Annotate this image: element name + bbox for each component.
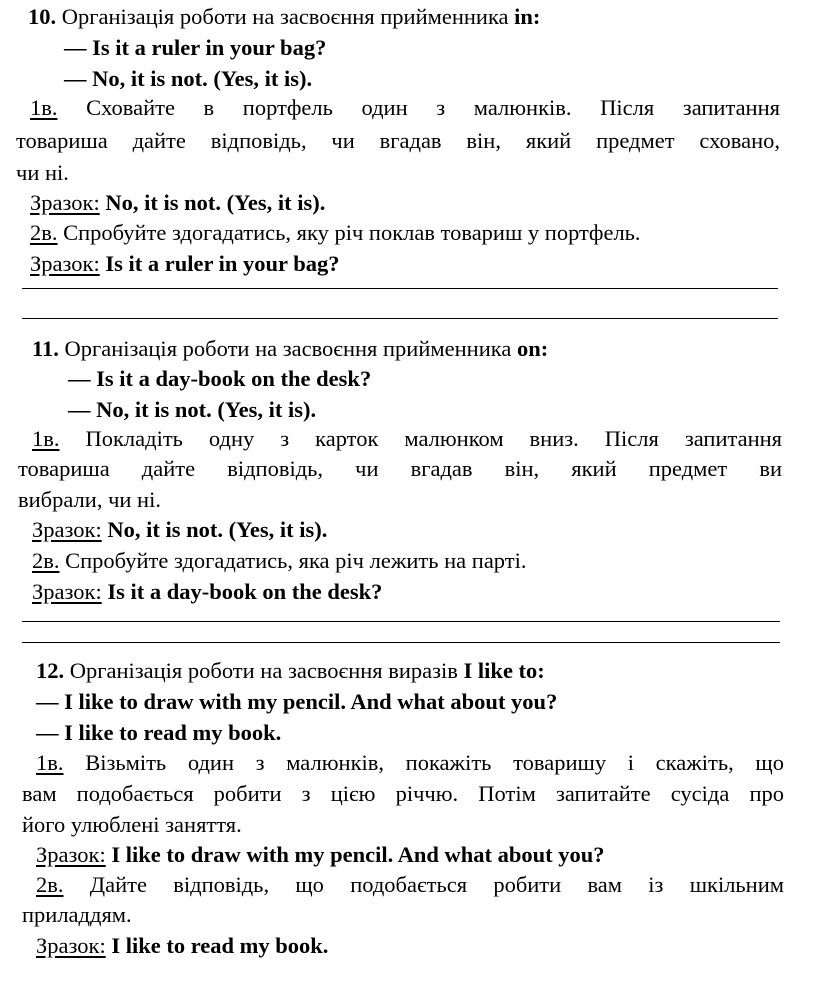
section-12-dialog-line-2: — I like to read my book. [36,720,282,745]
section-12-heading [36,656,545,686]
section-11-task-1-line-3: вибрали, чи ні. [18,487,161,512]
section-12-task-2-label: 2в. [36,872,64,897]
answer-line [22,288,778,289]
sample-text: No, it is not. (Yes, it is). [99,190,326,215]
sample-label: Зразок: [32,517,102,542]
answer-line [22,318,778,319]
section-10-task-1-sample [30,188,325,218]
section-11-task-1-line-1: 1в. Покладіть одну з карток малюнком вниз. Після запитання [32,426,783,451]
section-10-task-1-label: 1в. [30,95,58,120]
section-10-task-1-line-2: товариша дайте відповідь, чи вгадав він, який предмет сховано, [16,128,780,153]
sample-label: Зразок: [30,190,100,215]
section-11-dialog-line-2: — No, it is not. (Yes, it is). [68,397,317,422]
section-10-number: 10. [28,4,57,29]
section-12-task-2-line-1: 2в. Дайте відповідь, що подобається робити вам із шкільним [36,872,785,897]
section-11-heading [32,334,548,364]
section-10-task-2-line-1: 2в. Спробуйте здогадатись, яку річ поклав товариш у портфель. [30,220,641,245]
section-10-heading [28,2,540,32]
sample-label: Зразок: [36,842,106,867]
answer-line [22,621,780,622]
sample-text: No, it is not. (Yes, it is). [101,517,328,542]
section-12-title: Організація роботи на засвоєння виразів [69,658,464,683]
section-12-task-1-label: 1в. [36,750,64,775]
section-12-task-2-sample [36,931,328,961]
section-12-number: 12. [36,658,65,683]
section-11-task-1-label: 1в. [32,426,60,451]
section-12-task-1-sample [36,840,605,870]
section-12-task-1-line-2: вам подобається робити з цією річчю. Потім запитайте сусіда про [22,781,784,806]
section-10-task-1-line-3: чи ні. [16,160,69,185]
section-10-title-word: in: [514,4,541,29]
sample-text: Is it a day-book on the desk? [101,579,383,604]
section-11-task-2-label: 2в. [32,548,60,573]
answer-line [22,642,780,643]
section-10-task-2-sample [30,249,340,279]
section-11-task-1-line-2: товариша дайте відповідь, чи вгадав він, який предмет ви [18,456,782,481]
section-12-task-2-line-2: приладдям. [22,902,132,927]
section-10-task-1-line-1: 1в. Сховайте в портфель один з малюнків. Після запитання [30,95,780,120]
section-11-title-word: on: [516,336,549,361]
section-10-task-2-label: 2в. [30,220,58,245]
sample-text: I like to draw with my pencil. And what about you? [105,842,605,867]
sample-label: Зразок: [30,251,100,276]
section-10-dialog-line-1: — Is it a ruler in your bag? [64,35,327,60]
section-11-dialog-line-1: — Is it a day-book on the desk? [68,366,372,391]
sample-label: Зразок: [32,579,102,604]
section-11-number: 11. [32,336,59,361]
section-12-dialog-line-1: — I like to draw with my pencil. And what about you? [36,689,558,714]
section-12-task-1-line-3: його улюблені заняття. [22,812,242,837]
section-11-task-1-sample [32,515,327,545]
sample-text: Is it a ruler in your bag? [99,251,340,276]
section-11-title: Організація роботи на засвоєння прийменника [64,336,517,361]
section-10-title: Організація роботи на засвоєння прийменника [61,4,515,29]
section-11-task-2-line-1: 2в. Спробуйте здогадатись, яка річ лежить на парті. [32,548,527,573]
section-12-title-word: I like to: [463,658,545,683]
section-10-dialog-line-2: — No, it is not. (Yes, it is). [64,66,313,91]
sample-text: I like to read my book. [105,933,329,958]
section-11-task-2-sample [32,577,382,607]
section-12-task-1-line-1: 1в. Візьміть один з малюнків, покажіть товаришу і скажіть, що [36,750,785,775]
sample-label: Зразок: [36,933,106,958]
